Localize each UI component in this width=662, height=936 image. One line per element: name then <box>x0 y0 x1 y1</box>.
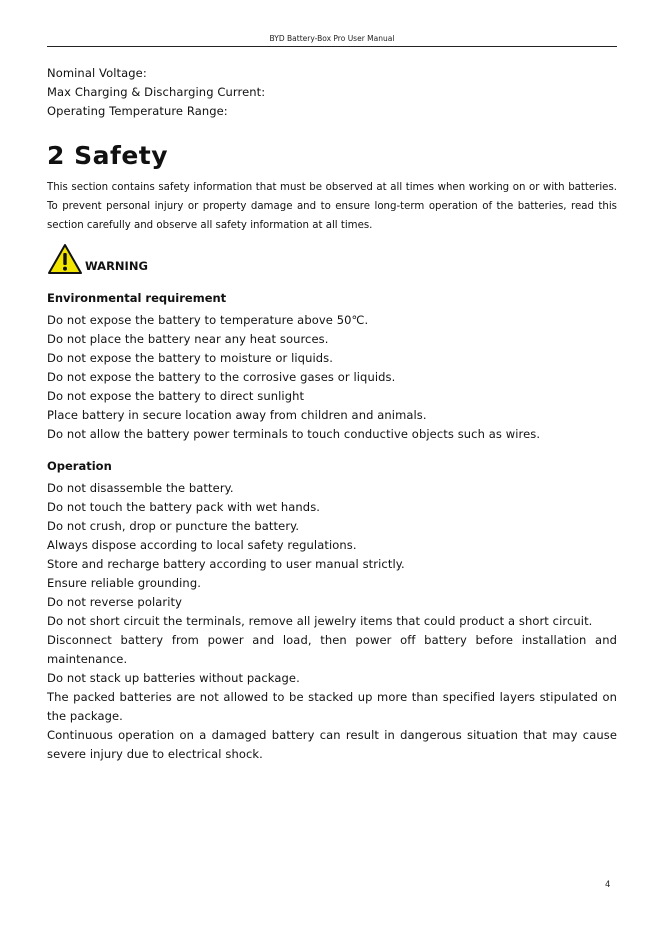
spec-temperature-range: Operating Temperature Range: <box>47 104 228 118</box>
list-item: Do not stack up batteries without package. <box>47 671 300 685</box>
operation-heading: Operation <box>47 459 112 473</box>
environmental-heading: Environmental requirement <box>47 291 227 305</box>
section-title: 2 Safety <box>47 141 169 170</box>
list-item: Do not expose the battery to direct sunlight <box>47 389 305 403</box>
list-item: Always dispose according to local safety regulations. <box>47 538 357 552</box>
spec-list <box>47 64 617 121</box>
list-item: Continuous operation on a damaged battery can result in dangerous situation that may cause severe injury due to electrical shock. <box>47 728 617 761</box>
list-item: Do not crush, drop or puncture the battery. <box>47 519 300 533</box>
list-item: Do not expose the battery to moisture or liquids. <box>47 351 333 365</box>
list-item: Do not disassemble the battery. <box>47 481 234 495</box>
environmental-section <box>47 289 617 444</box>
warning-callout <box>47 241 148 275</box>
operation-section <box>47 457 617 764</box>
warning-triangle-icon <box>47 243 83 275</box>
list-item: Do not place the battery near any heat sources. <box>47 332 329 346</box>
list-item: Do not allow the battery power terminals to touch conductive objects such as wires. <box>47 427 541 441</box>
list-item: Do not reverse polarity <box>47 595 183 609</box>
list-item: Do not short circuit the terminals, remove all jewelry items that could product a short circuit. <box>47 614 593 628</box>
spec-nominal-voltage: Nominal Voltage: <box>47 66 147 80</box>
list-item: Do not touch the battery pack with wet hands. <box>47 500 321 514</box>
list-item: Ensure reliable grounding. <box>47 576 201 590</box>
list-item: The packed batteries are not allowed to be stacked up more than specified layers stipulated on the package. <box>47 690 617 723</box>
list-item: Disconnect battery from power and load, then power off battery before installation and maintenance. <box>47 633 617 666</box>
header-divider <box>47 46 617 47</box>
list-item: Store and recharge battery according to user manual strictly. <box>47 557 405 571</box>
warning-label: WARNING <box>85 259 148 273</box>
list-item: Do not expose the battery to temperature above 50℃. <box>47 313 369 327</box>
running-header: BYD Battery-Box Pro User Manual <box>269 34 395 43</box>
page-number: 4 <box>605 880 611 890</box>
spec-max-current: Max Charging & Discharging Current: <box>47 85 266 99</box>
list-item: Place battery in secure location away from children and animals. <box>47 408 427 422</box>
section-intro: This section contains safety information that must be observed at all times when working on or with batteries. To prevent personal injury or property damage and to ensure long-term operation of the batteries, read this section carefully and observe all safety information at all times. <box>47 182 617 231</box>
list-item: Do not expose the battery to the corrosive gases or liquids. <box>47 370 396 384</box>
